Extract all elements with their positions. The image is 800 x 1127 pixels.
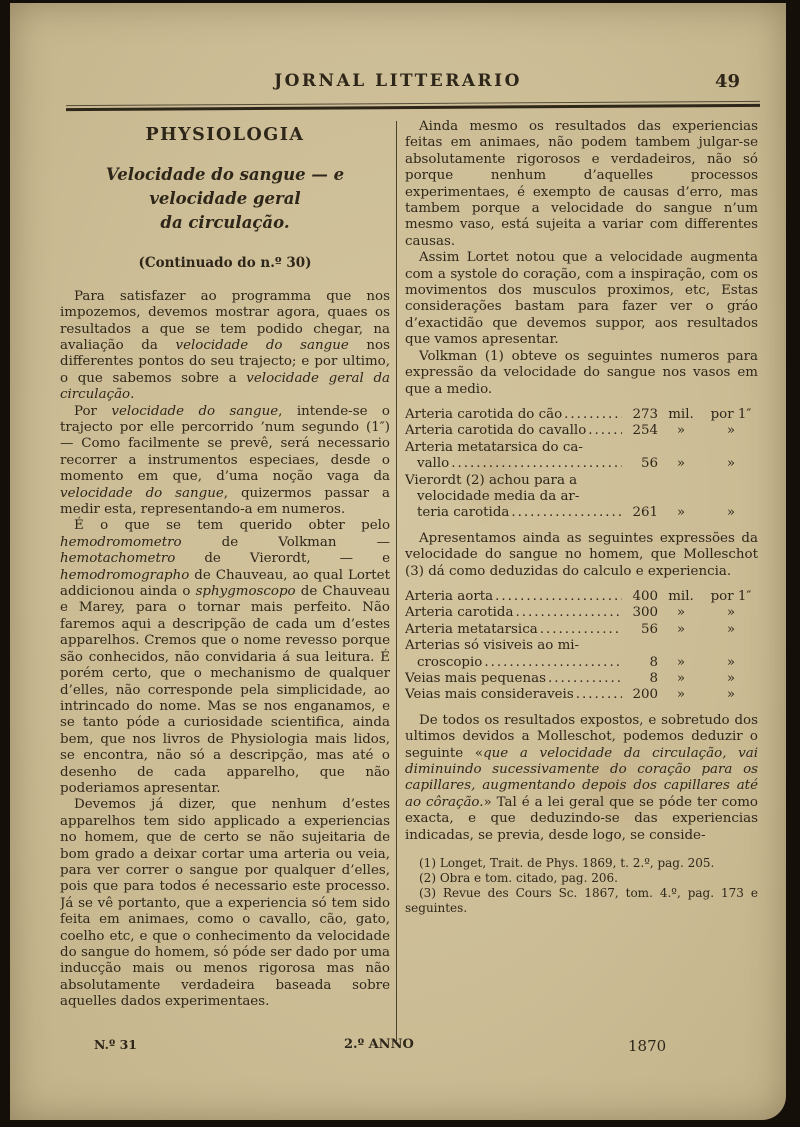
table-row-line: velocidade media da ar- bbox=[417, 488, 580, 504]
table-row-label: Arteria carotida do cão bbox=[405, 406, 563, 422]
table-row-line bbox=[405, 423, 758, 439]
per-second-mark: » bbox=[726, 671, 736, 686]
journal-title: JORNAL LITTERARIO bbox=[274, 71, 522, 91]
table-row-line: Arteria metatarsica do ca- bbox=[405, 439, 583, 455]
table-row-line bbox=[405, 671, 758, 687]
page-footer bbox=[10, 1037, 786, 1057]
unit-mark: » bbox=[676, 505, 686, 521]
table-row-label: Arteria carotida do cavallo bbox=[405, 423, 587, 439]
paragraph: Devemos já dizer, que nenhum d’estes apparelhos tem sido applicado a experiencias no homem, que de certo se não sujeitaria de bom grado a deixar cortar uma arteria ou veia, para ver correr o sangue por qualquer d’elles, pois que para todos é necessario este processo. Já se vê portanto, que a experiencia só tem sido feita em animaes, como o cavallo, cão, gato, coelho etc, e que o conhecimento da velocidade do sangue do homem, só póde ser dado por uma inducção mais ou menos rigorosa mas não absolutamente verdadeira baseada sobre aquelles dados experimentaes. bbox=[60, 797, 390, 1010]
footnote: (1) Longet, Trait. de Phys. 1869, t. 2.º, pag. 205. bbox=[419, 856, 715, 871]
velocity-value: 300 bbox=[632, 605, 658, 621]
table-row-line bbox=[405, 605, 758, 621]
journal-page bbox=[10, 3, 786, 1120]
velocity-value: 56 bbox=[640, 621, 658, 637]
table-row bbox=[405, 473, 758, 522]
velocity-table-human bbox=[405, 589, 758, 704]
velocity-table-animals bbox=[405, 407, 758, 522]
left-column-paragraphs bbox=[60, 289, 390, 1011]
unit-mark: » bbox=[676, 671, 686, 686]
column-divider-rule bbox=[396, 121, 397, 1041]
paragraph: Assim Lortet notou que a velocidade augmenta com a systole do coração, com a inspiração, com os movimentos dos musculos proximos, etc, Estas considerações bastam para fazer ver o gráo d’exactidão que devemos suppor, aos resultados que vamos apresentar. bbox=[405, 250, 758, 348]
per-second-mark: » bbox=[726, 423, 736, 439]
unit-mark: » bbox=[676, 605, 686, 621]
paragraph: Ainda mesmo os resultados das experiencias feitas em animaes, não podem tambem julgar-se absolutamente rigorosos e verdadeiros, não só porque nenhum d’aquelles processos experimentaes, é exempto de causas d’erro, mas tambem porque a velocidade do sangue n’um mesmo vaso, está sujeita a variar com differentes causas. bbox=[405, 119, 758, 249]
per-second-mark: » bbox=[726, 605, 736, 621]
table-row-line bbox=[405, 407, 758, 423]
paragraph: Para satisfazer ao programma que nos impozemos, devemos mostrar agora, quaes os resultados a que se tem podido chegar, na avaliação da velocidade do sangue nos differentes pontos do seu trajecto; e por ultimo, o que sabemos sobre a velocidade geral da circulação. bbox=[60, 288, 390, 403]
velocity-value: 273 bbox=[632, 406, 658, 422]
table-row-label: Veias mais consideraveis bbox=[405, 687, 574, 703]
table-row-label: croscopio bbox=[417, 654, 483, 670]
dot-leader bbox=[484, 655, 622, 671]
paragraph: Apresentamos ainda as seguintes expressões da velocidade do sangue no homem, que Molleschot (3) dá como deduzidas do calculo e experiencia. bbox=[405, 530, 758, 579]
per-second-mark: » bbox=[726, 687, 736, 703]
dot-leader bbox=[511, 505, 622, 521]
paragraph: Por velocidade do sangue, intende-se o trajecto por elle percorrido ’num segundo (1″) — Como facilmente se prevê, será necessario recorrer a instrumentos especiaes, desde o momento em que, d’uma noção vaga da velocidade do sangue, quizermos passar a medir esta, representando-a em numeros. bbox=[60, 403, 390, 518]
table-row-line bbox=[405, 456, 758, 472]
dot-leader bbox=[564, 407, 622, 423]
velocity-value: 400 bbox=[632, 588, 658, 604]
section-title: PHYSIOLOGIA bbox=[145, 125, 305, 145]
left-column bbox=[60, 119, 390, 1041]
unit-mark: » bbox=[676, 654, 686, 670]
per-second-mark: por 1″ bbox=[710, 406, 752, 422]
paragraph: De todos os resultados expostos, e sobretudo dos ultimos devidos a Molleschot, podemos deduzir o seguinte «que a velocidade da circulação, vai diminuindo sucessivamente do coração para os capillares, augmentando depois dos capillares até ao côração.» Tal é a lei geral que se póde ter como exacta, e que deduzindo-se das experiencias indicadas, se previa, desde logo, se conside- bbox=[405, 712, 758, 843]
velocity-value: 56 bbox=[640, 456, 658, 472]
right-column-paragraphs-mid bbox=[405, 531, 758, 580]
right-column-paragraphs-top bbox=[405, 119, 758, 398]
footnote: (2) Obra e tom. citado, pag. 206. bbox=[419, 871, 618, 886]
issue-number: N.º 31 bbox=[94, 1037, 137, 1052]
velocity-value: 261 bbox=[632, 505, 658, 521]
footnotes bbox=[405, 856, 758, 916]
dot-leader bbox=[515, 605, 622, 621]
table-row-label: Veias mais pequenas bbox=[405, 671, 546, 686]
table-row-line bbox=[405, 589, 758, 605]
per-second-mark: » bbox=[726, 505, 736, 521]
dot-leader bbox=[576, 687, 622, 703]
table-row-label: teria carotida bbox=[417, 505, 510, 521]
footnote: (3) Revue des Cours Sc. 1867, tom. 4.º, pag. 173 e seguintes. bbox=[405, 886, 758, 916]
dot-leader bbox=[495, 589, 622, 605]
table-row-label: Arteria aorta bbox=[405, 588, 494, 604]
page-header bbox=[10, 71, 786, 97]
table-row bbox=[405, 687, 758, 703]
table-row bbox=[405, 407, 758, 423]
unit-mark: mil. bbox=[668, 406, 694, 422]
dot-leader bbox=[451, 456, 622, 472]
dot-leader bbox=[588, 423, 622, 439]
article-subtitle bbox=[60, 163, 390, 235]
table-row-label: vallo bbox=[417, 456, 450, 472]
table-row bbox=[405, 589, 758, 605]
table-row-label: Arteria carotida bbox=[405, 605, 514, 621]
two-column-body bbox=[60, 119, 758, 1041]
velocity-value: 8 bbox=[649, 654, 658, 670]
table-row-line bbox=[405, 622, 758, 638]
continuation-note: (Continuado do n.º 30) bbox=[138, 254, 312, 271]
table-row-line: Vierordt (2) achou para a bbox=[405, 472, 578, 488]
right-column bbox=[405, 119, 758, 1041]
per-second-mark: » bbox=[726, 456, 736, 472]
table-row bbox=[405, 423, 758, 439]
publication-year: 1870 bbox=[628, 1037, 667, 1055]
table-row-line bbox=[405, 655, 758, 671]
dot-leader bbox=[548, 671, 622, 687]
velocity-value: 200 bbox=[632, 687, 658, 703]
paragraph: Volkman (1) obteve os seguintes numeros para expressão da velocidade do sangue nos vasos em que a medio. bbox=[405, 348, 758, 397]
velocity-value: 254 bbox=[632, 423, 658, 439]
table-row bbox=[405, 671, 758, 687]
page-number: 49 bbox=[714, 71, 740, 92]
dot-leader bbox=[540, 622, 622, 638]
table-row-line bbox=[405, 687, 758, 703]
subtitle-line: da circulação. bbox=[160, 212, 290, 232]
per-second-mark: por 1″ bbox=[710, 588, 752, 604]
unit-mark: » bbox=[676, 456, 686, 472]
table-row-label: Arteria metatarsica bbox=[405, 621, 538, 637]
table-row bbox=[405, 622, 758, 638]
unit-mark: » bbox=[676, 687, 686, 703]
unit-mark: » bbox=[676, 621, 686, 637]
volume-label: 2.º ANNO bbox=[344, 1037, 414, 1052]
table-row bbox=[405, 440, 758, 473]
subtitle-line: Velocidade do sangue — e velocidade geral bbox=[105, 165, 345, 208]
per-second-mark: » bbox=[726, 621, 736, 637]
unit-mark: » bbox=[676, 423, 686, 439]
header-rule bbox=[66, 101, 760, 111]
unit-mark: mil. bbox=[668, 588, 694, 604]
right-column-paragraphs-bottom bbox=[405, 713, 758, 844]
table-row-line: Arterias só visiveis ao mi- bbox=[405, 638, 580, 654]
per-second-mark: » bbox=[726, 654, 736, 670]
table-row bbox=[405, 638, 758, 671]
table-row-line bbox=[405, 505, 758, 521]
paragraph: É o que se tem querido obter pelo hemodromometro de Volkman — hemotachometro de Vierordt, — e hemodromographo de Chauveau, ao qual Lortet addicionou ainda o sphygmoscopo de Chauveau e Marey, para o tornar mais perfeito. Não faremos aqui a descripção de cada um d’estes apparelhos. Cremos que o nome revesso porque são conhecidos, não convidaria á sua leitura. É porém certo, que o mechanismo de qualquer d’elles, não corresponde pela simplicidade, ao intrincado do nome. Mas se nos enganamos, e se tanto póde a curiosidade scientifica, ainda bem, que nos livros de Physiologia mais lidos, se encontra, não só a descripção, mas até o desenho de cada apparelho, que não poderiamos apresentar. bbox=[60, 518, 390, 796]
velocity-value: 8 bbox=[649, 671, 658, 686]
table-row bbox=[405, 605, 758, 621]
